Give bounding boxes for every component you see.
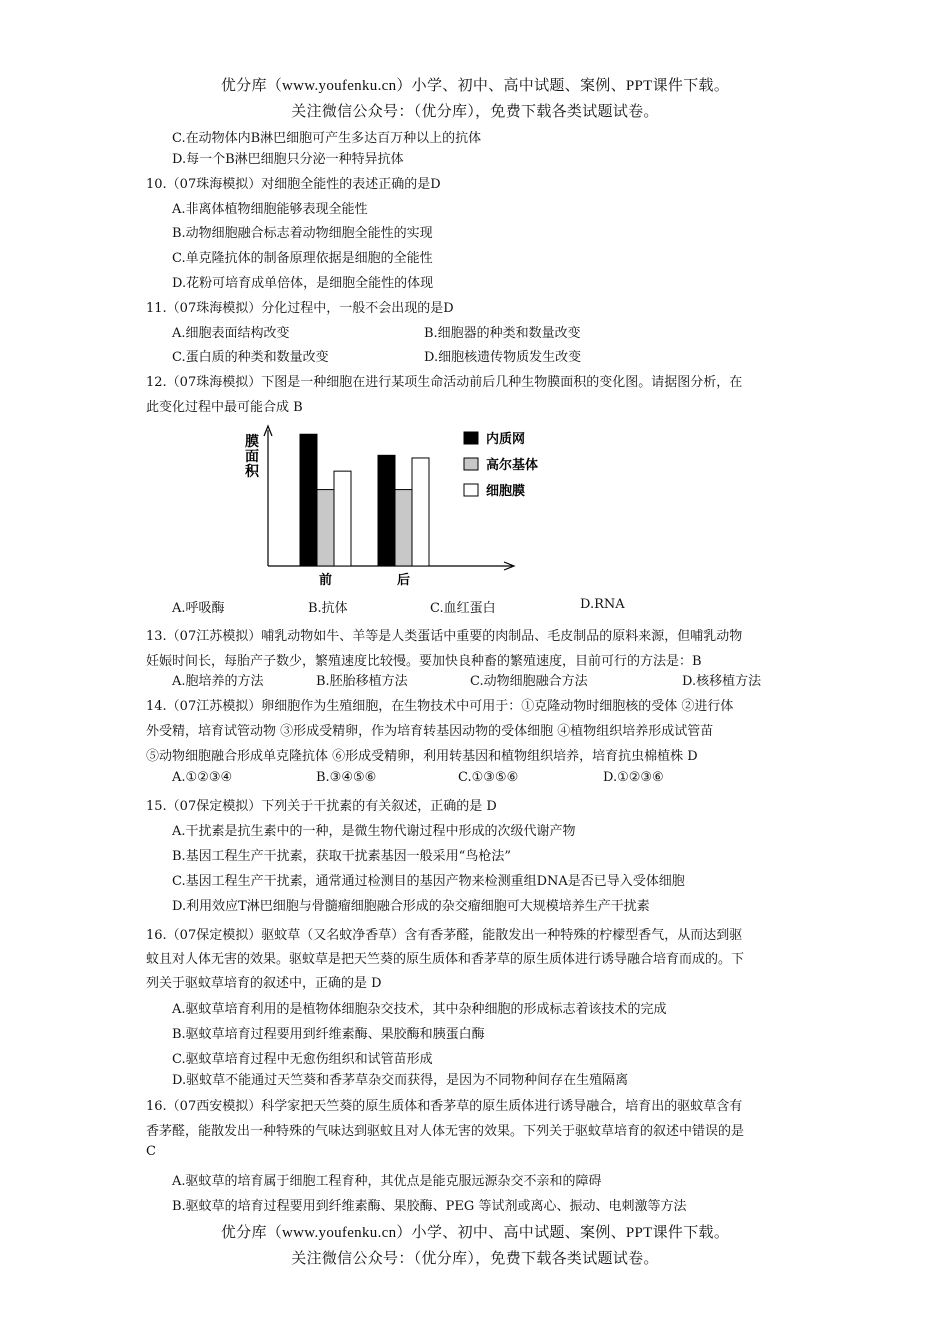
q12-option-a: A.呼吸酶	[172, 601, 225, 616]
q16b-option-b: B.驱蚊草的培育过程要用到纤维素酶、果胶酶、PEG 等试剂或离心、振动、电刺激等方法	[172, 1199, 687, 1214]
legend-swatch	[464, 458, 478, 470]
q12-option-d: D.RNA	[580, 597, 625, 612]
q15-option-a: A.干扰素是抗生素中的一种，是微生物代谢过程中形成的次级代谢产物	[172, 824, 576, 839]
legend-swatch	[464, 432, 478, 444]
q11-stem: 11.（07珠海模拟）分化过程中，一般不会出现的是D	[146, 301, 454, 316]
bar-细胞膜-前	[334, 471, 351, 566]
q14-option-b: B.③④⑤⑥	[316, 770, 377, 785]
q16a-stem-line-1: 16.（07保定模拟）驱蚊草（又名蚊净香草）含有香茅醛，能散发出一种特殊的柠檬型香气，从而达到驱	[146, 928, 743, 943]
q15-option-c: C.基因工程生产干扰素，通常通过检测目的基因产物来检测重组DNA是否已导入受体细胞	[172, 874, 685, 889]
q13-stem-line-2: 妊娠时间长，每胎产子数少，繁殖速度比较慢。要加快良种畜的繁殖速度，目前可行的方法是：B	[146, 654, 702, 669]
q15-option-b: B.基因工程生产干扰素，获取干扰素基因一般采用“鸟枪法”	[172, 849, 511, 864]
q14-stem-line-3: ⑤动物细胞融合形成单克隆抗体 ⑥形成受精卵，利用转基因和植物组织培养，培育抗虫棉植株 D	[146, 749, 698, 764]
q16a-stem-line-3: 列关于驱蚊草培育的叙述中，正确的是 D	[146, 976, 382, 991]
q14-stem-line-1: 14.（07江苏模拟）卵细胞作为生殖细胞，在生物技术中可用于：①克隆动物时细胞核的受体 ②进行体	[146, 699, 734, 714]
q12-stem-line-2: 此变化过程中最可能合成 B	[146, 400, 303, 415]
q12-option-b: B.抗体	[308, 601, 348, 616]
legend-swatch	[464, 484, 478, 496]
q16a-stem-line-2: 蚊且对人体无害的效果。驱蚊草是把天竺葵的原生质体和香茅草的原生质体进行诱导融合培育而成的。下	[146, 952, 745, 967]
q10-option-d: D.花粉可培育成单倍体，是细胞全能性的体现	[172, 276, 434, 291]
y-label-char: 面	[245, 449, 259, 465]
bar-细胞膜-后	[412, 458, 429, 566]
legend-label: 细胞膜	[486, 484, 526, 499]
q13-stem-line-1: 13.（07江苏模拟）哺乳动物如牛、羊等是人类蛋话中重要的肉制品、毛皮制品的原料来源，但哺乳动物	[146, 629, 743, 644]
chart-legend	[464, 431, 538, 499]
footer-line-1: 优分库（www.youfenku.cn）小学、初中、高中试题、案例、PPT课件下载。	[220, 1225, 730, 1241]
x-tick-labels	[319, 572, 410, 588]
q16b-stem-line-3: C	[146, 1144, 156, 1159]
x-tick-label: 前	[318, 573, 333, 588]
q16a-option-c: C.驱蚊草培育过程中无愈伤组织和试管苗形成	[172, 1052, 433, 1067]
q11-option-b: B.细胞器的种类和数量改变	[424, 326, 581, 341]
q11-option-a: A.细胞表面结构改变	[172, 326, 290, 341]
q11-option-c: C.蛋白质的种类和数量改变	[172, 350, 329, 365]
header-line-1: 优分库（www.youfenku.cn）小学、初中、高中试题、案例、PPT课件下载。	[220, 78, 730, 94]
q10-option-b: B.动物细胞融合标志着动物细胞全能性的实现	[172, 226, 433, 241]
q15-stem: 15.（07保定模拟）下列关于干扰素的有关叙述，正确的是 D	[146, 799, 497, 814]
y-axis-label	[245, 433, 260, 480]
q15-option-d: D.利用效应T淋巴细胞与骨髓瘤细胞融合形成的杂交瘤细胞可大规模培养生产干扰素	[172, 899, 650, 914]
q13-option-a: A.胞培养的方法	[172, 674, 264, 689]
q16b-stem-line-2: 香茅醛，能散发出一种特殊的气味达到驱蚊且对人体无害的效果。下列关于驱蚊草培育的叙述中错误的是	[146, 1124, 745, 1139]
legend-label: 高尔基体	[486, 458, 539, 473]
chart-bars	[300, 434, 429, 566]
q14-stem-line-2: 外受精，培育试管动物 ③形成受精卵，作为培育转基因动物的受体细胞 ④植物组织培养形成试管苗	[146, 724, 714, 739]
q14-option-c: C.①③⑤⑥	[458, 770, 519, 785]
q16a-option-a: A.驱蚊草培育利用的是植物体细胞杂交技术，其中杂种细胞的形成标志着该技术的完成	[172, 1002, 667, 1017]
footer-line-2: 关注微信公众号：（优分库），免费下载各类试题试卷。	[291, 1251, 659, 1267]
x-tick-label: 后	[396, 573, 411, 588]
header-line-2: 关注微信公众号：（优分库），免费下载各类试题试卷。	[291, 104, 659, 120]
q16b-option-a: A.驱蚊草的培育属于细胞工程育种，其优点是能克服远源杂交不亲和的障碍	[172, 1174, 602, 1189]
q16b-stem-line-1: 16.（07西安模拟）科学家把天竺葵的原生质体和香茅草的原生质体进行诱导融合，培育出的驱蚊草含有	[146, 1099, 743, 1114]
y-label-char: 膜	[245, 434, 259, 450]
y-label-char: 积	[245, 464, 259, 480]
q13-option-b: B.胚胎移植方法	[316, 674, 408, 689]
q13-option-c: C.动物细胞融合方法	[470, 674, 588, 689]
q9-option-d: D.每一个B淋巴细胞只分泌一种特异抗体	[172, 152, 404, 167]
q10-stem: 10.（07珠海模拟）对细胞全能性的表述正确的是D	[146, 177, 441, 192]
q13-option-d: D.核移植方法	[682, 674, 762, 689]
legend-label: 内质网	[486, 432, 526, 447]
bar-高尔基体-后	[395, 490, 412, 566]
q14-option-d: D.①②③⑥	[603, 770, 664, 785]
bar-内质网-前	[300, 434, 317, 566]
bar-内质网-后	[378, 455, 395, 566]
q9-option-c: C.在动物体内B淋巴细胞可产生多达百万种以上的抗体	[172, 131, 482, 146]
q12-option-c: C.血红蛋白	[430, 601, 496, 616]
membrane-area-bar-chart	[240, 420, 560, 590]
q16a-option-b: B.驱蚊草培育过程要用到纤维素酶、果胶酶和胰蛋白酶	[172, 1027, 485, 1042]
q14-option-a: A.①②③④	[172, 770, 233, 785]
q16a-option-d: D.驱蚊草不能通过天竺葵和香茅草杂交而获得，是因为不同物种间存在生殖隔离	[172, 1073, 629, 1088]
q11-option-d: D.细胞核遗传物质发生改变	[424, 350, 582, 365]
q10-option-c: C.单克隆抗体的制备原理依据是细胞的全能性	[172, 251, 433, 266]
bar-高尔基体-前	[317, 490, 334, 566]
q10-option-a: A.非离体植物细胞能够表现全能性	[172, 202, 368, 217]
q12-stem-line-1: 12.（07珠海模拟）下图是一种细胞在进行某项生命活动前后几种生物膜面积的变化图。请据图分析，在	[146, 375, 743, 390]
